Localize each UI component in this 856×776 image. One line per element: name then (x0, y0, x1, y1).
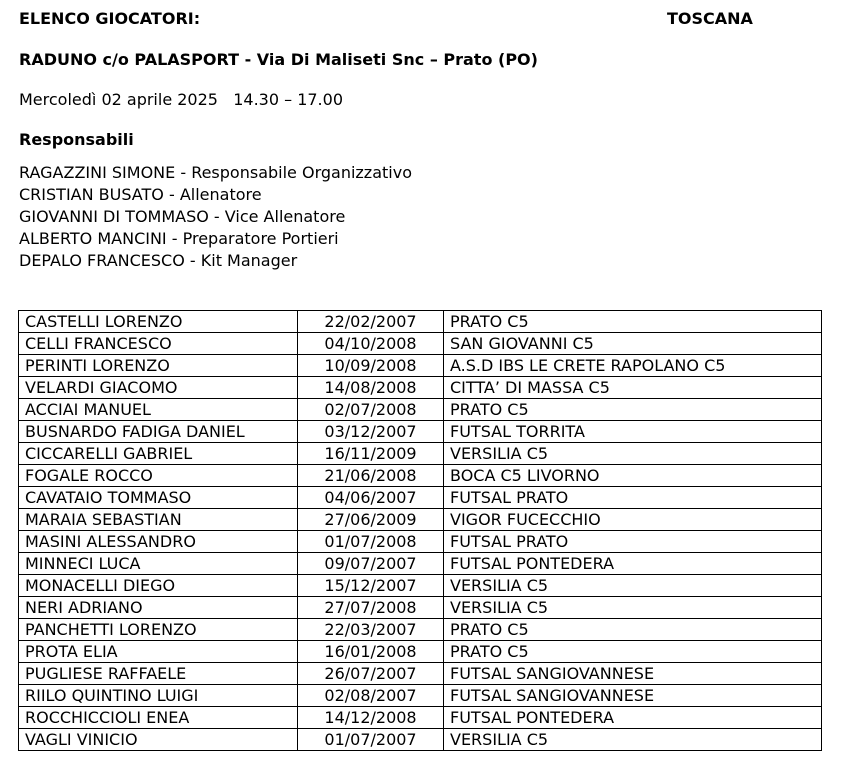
player-name-cell: BUSNARDO FADIGA DANIEL (19, 421, 298, 443)
region-label: TOSCANA (667, 9, 753, 28)
table-row (19, 487, 822, 509)
player-name-cell: VELARDI GIACOMO (19, 377, 298, 399)
birth-date-cell: 03/12/2007 (298, 421, 444, 443)
table-row (19, 619, 822, 641)
birth-date-cell: 04/10/2008 (298, 333, 444, 355)
table-row (19, 509, 822, 531)
club-cell: PRATO C5 (444, 619, 822, 641)
birth-date-cell: 26/07/2007 (298, 663, 444, 685)
player-name-cell: PUGLIESE RAFFAELE (19, 663, 298, 685)
table-row (19, 575, 822, 597)
club-cell: VERSILIA C5 (444, 575, 822, 597)
birth-date-cell: 01/07/2007 (298, 729, 444, 751)
staff-member: ALBERTO MANCINI - Preparatore Portieri (19, 229, 339, 248)
player-name-cell: PERINTI LORENZO (19, 355, 298, 377)
player-name-cell: CELLI FRANCESCO (19, 333, 298, 355)
player-name-cell: FOGALE ROCCO (19, 465, 298, 487)
birth-date-cell: 02/07/2008 (298, 399, 444, 421)
birth-date-cell: 15/12/2007 (298, 575, 444, 597)
birth-date-cell: 01/07/2008 (298, 531, 444, 553)
club-cell: PRATO C5 (444, 641, 822, 663)
birth-date-cell: 04/06/2007 (298, 487, 444, 509)
table-row (19, 443, 822, 465)
table-row (19, 311, 822, 333)
club-cell: CITTA’ DI MASSA C5 (444, 377, 822, 399)
date-time: Mercoledì 02 aprile 2025 14.30 – 17.00 (19, 90, 343, 109)
club-cell: PRATO C5 (444, 311, 822, 333)
birth-date-cell: 02/08/2007 (298, 685, 444, 707)
player-name-cell: CICCARELLI GABRIEL (19, 443, 298, 465)
club-cell: VERSILIA C5 (444, 729, 822, 751)
club-cell: BOCA C5 LIVORNO (444, 465, 822, 487)
players-table (18, 310, 822, 751)
birth-date-cell: 27/06/2009 (298, 509, 444, 531)
club-cell: FUTSAL SANGIOVANNESE (444, 663, 822, 685)
player-name-cell: NERI ADRIANO (19, 597, 298, 619)
birth-date-cell: 21/06/2008 (298, 465, 444, 487)
player-name-cell: PROTA ELIA (19, 641, 298, 663)
staff-member: DEPALO FRANCESCO - Kit Manager (19, 251, 298, 270)
club-cell: PRATO C5 (444, 399, 822, 421)
table-row (19, 465, 822, 487)
club-cell: FUTSAL PRATO (444, 531, 822, 553)
table-row (19, 729, 822, 751)
table-row (19, 641, 822, 663)
staff-list (19, 162, 412, 272)
birth-date-cell: 09/07/2007 (298, 553, 444, 575)
player-name-cell: MINNECI LUCA (19, 553, 298, 575)
table-row (19, 399, 822, 421)
club-cell: A.S.D IBS LE CRETE RAPOLANO C5 (444, 355, 822, 377)
birth-date-cell: 14/12/2008 (298, 707, 444, 729)
table-row (19, 553, 822, 575)
birth-date-cell: 22/02/2007 (298, 311, 444, 333)
staff-member: GIOVANNI DI TOMMASO - Vice Allenatore (19, 207, 346, 226)
player-name-cell: ROCCHICCIOLI ENEA (19, 707, 298, 729)
table-row (19, 421, 822, 443)
club-cell: FUTSAL TORRITA (444, 421, 822, 443)
staff-member: CRISTIAN BUSATO - Allenatore (19, 185, 262, 204)
table-row (19, 663, 822, 685)
table-row (19, 597, 822, 619)
club-cell: FUTSAL PONTEDERA (444, 553, 822, 575)
player-name-cell: ACCIAI MANUEL (19, 399, 298, 421)
player-name-cell: MASINI ALESSANDRO (19, 531, 298, 553)
birth-date-cell: 10/09/2008 (298, 355, 444, 377)
club-cell: VIGOR FUCECCHIO (444, 509, 822, 531)
player-name-cell: MARAIA SEBASTIAN (19, 509, 298, 531)
club-cell: FUTSAL PRATO (444, 487, 822, 509)
table-row (19, 355, 822, 377)
club-cell: VERSILIA C5 (444, 443, 822, 465)
table-row (19, 531, 822, 553)
birth-date-cell: 16/11/2009 (298, 443, 444, 465)
player-name-cell: CAVATAIO TOMMASO (19, 487, 298, 509)
player-name-cell: PANCHETTI LORENZO (19, 619, 298, 641)
staff-member: RAGAZZINI SIMONE - Responsabile Organizzativo (19, 163, 412, 182)
club-cell: FUTSAL PONTEDERA (444, 707, 822, 729)
list-title: ELENCO GIOCATORI: (19, 9, 201, 28)
table-row (19, 377, 822, 399)
birth-date-cell: 16/01/2008 (298, 641, 444, 663)
player-name-cell: CASTELLI LORENZO (19, 311, 298, 333)
birth-date-cell: 14/08/2008 (298, 377, 444, 399)
player-name-cell: MONACELLI DIEGO (19, 575, 298, 597)
table-row (19, 707, 822, 729)
birth-date-cell: 22/03/2007 (298, 619, 444, 641)
player-name-cell: RIILO QUINTINO LUIGI (19, 685, 298, 707)
club-cell: SAN GIOVANNI C5 (444, 333, 822, 355)
players-table-body (19, 311, 822, 751)
player-name-cell: VAGLI VINICIO (19, 729, 298, 751)
table-row (19, 333, 822, 355)
club-cell: FUTSAL SANGIOVANNESE (444, 685, 822, 707)
birth-date-cell: 27/07/2008 (298, 597, 444, 619)
club-cell: VERSILIA C5 (444, 597, 822, 619)
table-row (19, 685, 822, 707)
venue-heading: RADUNO c/o PALASPORT - Via Di Maliseti Snc – Prato (PO) (19, 50, 538, 69)
staff-title: Responsabili (19, 130, 134, 149)
